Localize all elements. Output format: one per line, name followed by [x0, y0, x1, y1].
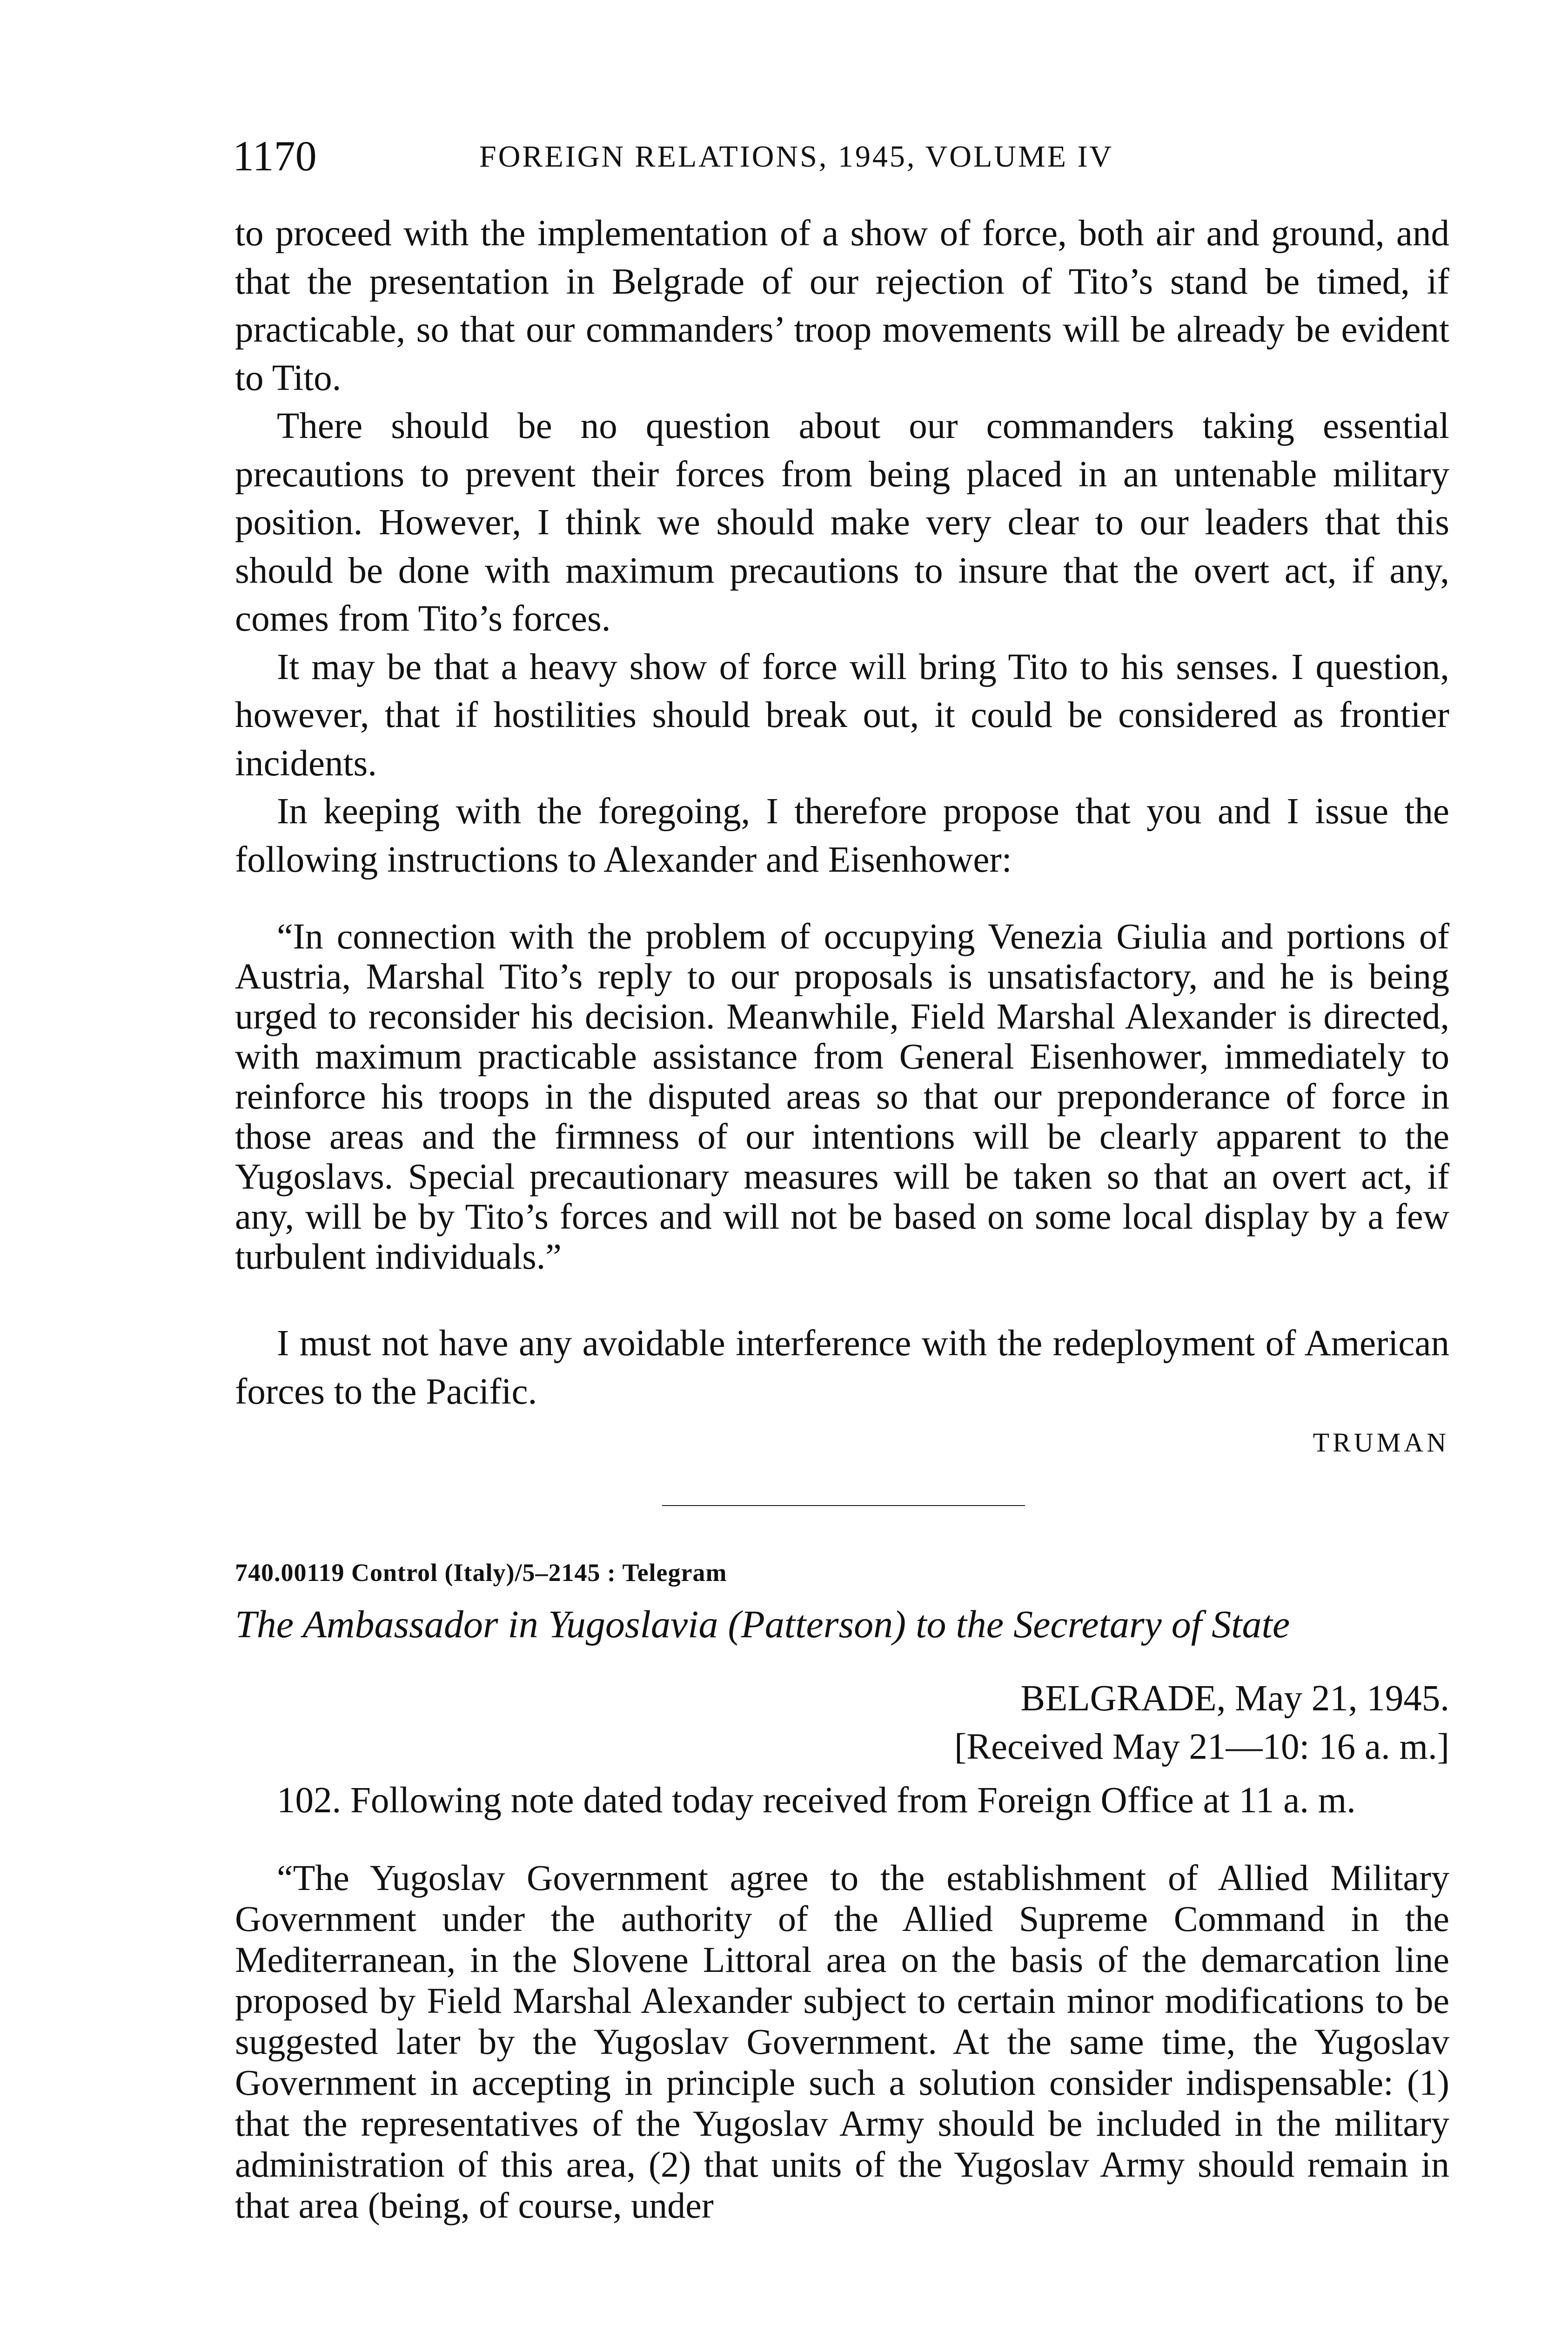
document-title: The Ambassador in Yugoslavia (Patterson) to the Secretary of State	[235, 1603, 1290, 1646]
instruction-quote: “In connection with the problem of occupying Venezia Giulia and portions of Austria, Marshal Tito’s reply to our proposals is unsatisfactory, and he is being urged to reconsider his decision. Meanwhile, Field Marshal Alexander is directed, with maximum practicable assistance from General Eisenhower, immediately to reinforce his troops in the disputed areas so that our preponderance of force in those areas and the firmness of our intentions will be clearly apparent to the Yugoslavs. Special precautionary measures will be taken so that an overt act, if any, will be by Tito’s forces and will not be based on some local display by a few turbulent individuals.”	[235, 916, 1449, 1277]
received-line: [Received May 21—10: 16 a. m.]	[954, 1727, 1449, 1767]
message-intro: 102. Following note dated today received from Foreign Office at 11 a. m.	[277, 1780, 1356, 1821]
running-head	[233, 128, 1452, 184]
file-reference: 740.00119 Control (Italy)/5–2145 : Telegram	[235, 1559, 727, 1587]
section-divider	[662, 1505, 1025, 1506]
quoted-note: “The Yugoslav Government agree to the establishment of Allied Military Government under the authority of the Allied Supreme Command in the Mediterranean, in the Slovene Littoral area on the basis of the demarcation line proposed by Field Marshal Alexander subject to certain minor modifications to be suggested later by the Yugoslav Government. At the same time, the Yugoslav Government in accepting in principle such a solution consider indispensable: (1) that the representatives of the Yugoslav Army should be included in the military administration of this area, (2) that units of the Yugoslav Army should remain in that area (being, of course, under	[235, 1857, 1449, 2226]
dateline: BELGRADE, May 21, 1945.	[1020, 1678, 1449, 1719]
signature: TRUMAN	[1313, 1427, 1449, 1458]
instructions-proposal-paragraph: In keeping with the foregoing, I therefore propose that you and I issue the following instructions to Alexander and Eisenhower:	[235, 791, 1449, 880]
closing-paragraph: I must not have any avoidable interference with the redeployment of American forces to the Pacific.	[235, 1323, 1449, 1412]
show-of-force-paragraph: It may be that a heavy show of force will bring Tito to his senses. I question, however, that if hostilities should break out, it could be considered as frontier incidents.	[235, 646, 1449, 784]
journal-title: FOREIGN RELATIONS, 1945, VOLUME IV	[479, 140, 1114, 174]
main-text-column	[235, 209, 1449, 2226]
precautions-paragraph: There should be no question about our commanders taking essential precautions to prevent their forces from being placed in an untenable military position. However, I think we should make very clear to our leaders that this should be done with maximum precautions to insure that the overt act, if any, comes from Tito’s forces.	[235, 406, 1449, 639]
page-number: 1170	[233, 132, 317, 180]
opening-paragraph: to proceed with the implementation of a show of force, both air and ground, and that the presentation in Belgrade of our rejection of Tito’s stand be timed, if practicable, so that our commanders’ troop movements will be already be evident to Tito.	[235, 213, 1449, 398]
